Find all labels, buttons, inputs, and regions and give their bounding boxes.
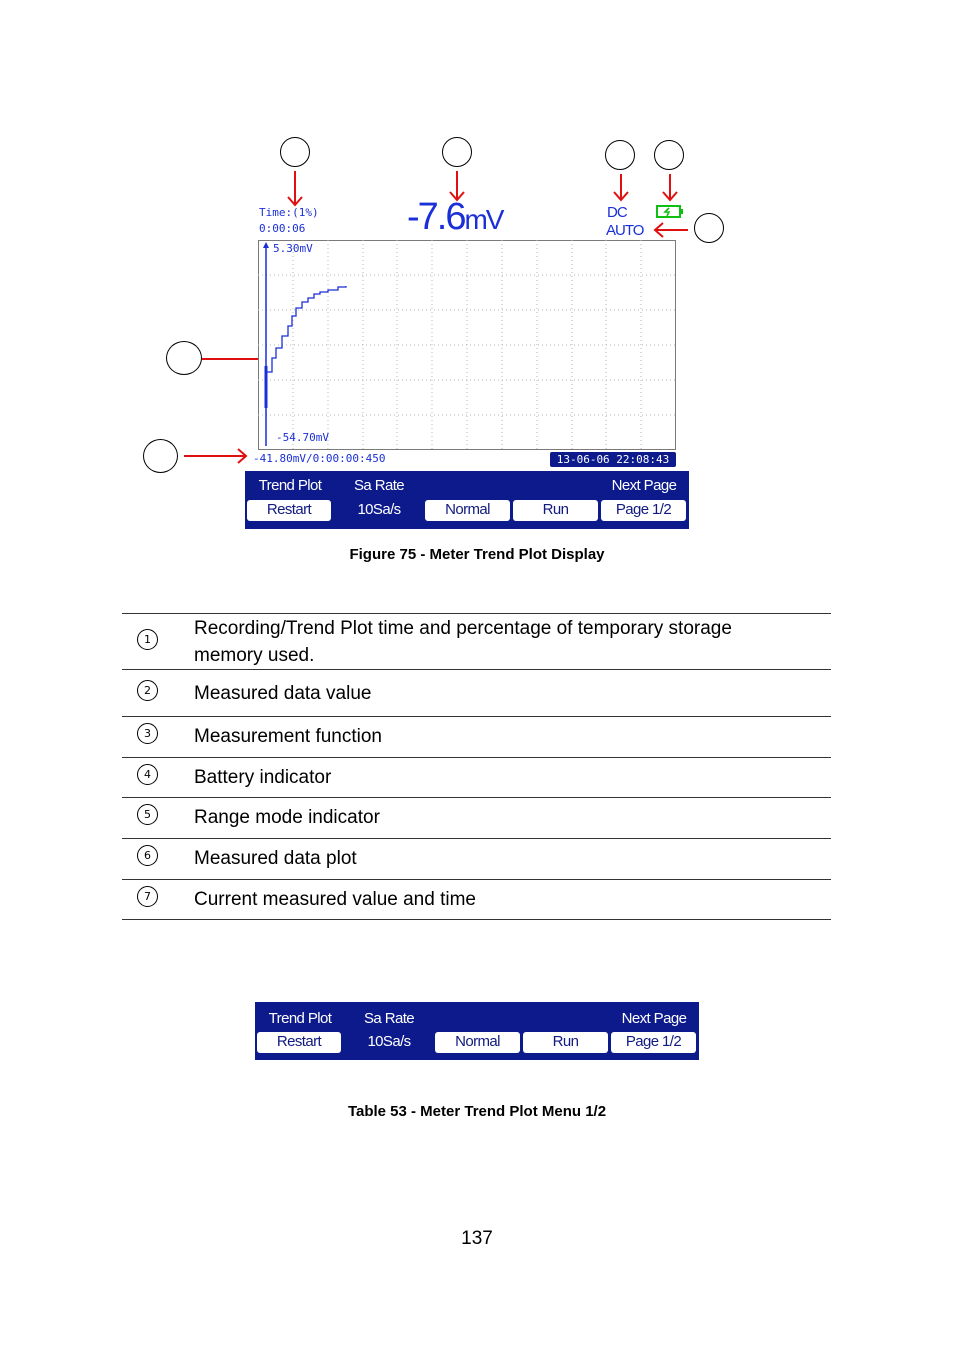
legend-number: 1 (137, 629, 158, 650)
legend-text: Range mode indicator (194, 807, 380, 828)
legend-row (122, 757, 831, 797)
page-button[interactable]: Page 1/2 (611, 1032, 696, 1053)
run-button[interactable]: Run (523, 1032, 608, 1053)
menu-title-trend-plot: Trend Plot (258, 477, 322, 494)
trend-plot-graphics (258, 240, 676, 450)
legend-row (122, 879, 831, 920)
table-caption: Table 53 - Meter Trend Plot Menu 1/2 (347, 1103, 607, 1120)
legend-text: Current measured value and time (194, 889, 476, 910)
measured-value-unit: mV (464, 204, 503, 235)
table-softkey-menu (255, 1002, 699, 1060)
legend-row (122, 797, 831, 838)
legend-text: Recording/Trend Plot time and percentage of temporary storage memory used. (194, 618, 732, 666)
menu-title-next-page: Next Page (611, 477, 677, 494)
datetime-readout: 13-06-06 22:08:43 (550, 452, 676, 467)
measured-value (407, 196, 502, 239)
elapsed-time: 0:00:06 (259, 222, 306, 235)
y-min-label: -54.70mV (276, 431, 329, 444)
figure-softkey-menu (245, 471, 689, 529)
legend-row (122, 613, 831, 669)
range-mode-label: AUTO (606, 222, 644, 239)
legend-row (122, 716, 831, 757)
menu-title-sa-rate: Sa Rate (364, 1010, 414, 1027)
y-max-label: 5.30mV (273, 242, 313, 255)
legend-number: 5 (137, 804, 158, 825)
legend-text: Measured data value (194, 683, 372, 704)
sample-rate-button[interactable]: 10Sa/s (346, 1032, 432, 1053)
trend-trace (266, 286, 346, 372)
legend-row (122, 838, 831, 879)
legend-number: 3 (137, 723, 158, 744)
legend-number: 4 (137, 764, 158, 785)
battery-icon (656, 205, 684, 218)
measured-value-number: -7.6 (407, 196, 465, 238)
cursor-readout: -41.80mV/0:00:00:450 (253, 452, 386, 465)
restart-button[interactable]: Restart (257, 1032, 341, 1053)
page-number: 137 (461, 1228, 493, 1249)
normal-button[interactable]: Normal (435, 1032, 520, 1053)
figure-caption: Figure 75 - Meter Trend Plot Display (349, 546, 605, 563)
legend-number: 7 (137, 886, 158, 907)
function-label: DC (607, 204, 627, 221)
legend-number: 6 (137, 845, 158, 866)
time-label: Time:(1%) (259, 206, 319, 219)
sample-rate-button[interactable]: 10Sa/s (336, 500, 422, 521)
menu-title-next-page: Next Page (621, 1010, 687, 1027)
page-button[interactable]: Page 1/2 (601, 500, 686, 521)
legend-text: Measured data plot (194, 848, 357, 869)
menu-title-trend-plot: Trend Plot (268, 1010, 332, 1027)
normal-button[interactable]: Normal (425, 500, 510, 521)
legend-text: Battery indicator (194, 767, 332, 788)
legend-text: Measurement function (194, 726, 382, 747)
legend-row (122, 669, 831, 716)
restart-button[interactable]: Restart (247, 500, 331, 521)
run-button[interactable]: Run (513, 500, 598, 521)
legend-number: 2 (137, 680, 158, 701)
menu-title-sa-rate: Sa Rate (354, 477, 404, 494)
legend-table (122, 613, 831, 920)
